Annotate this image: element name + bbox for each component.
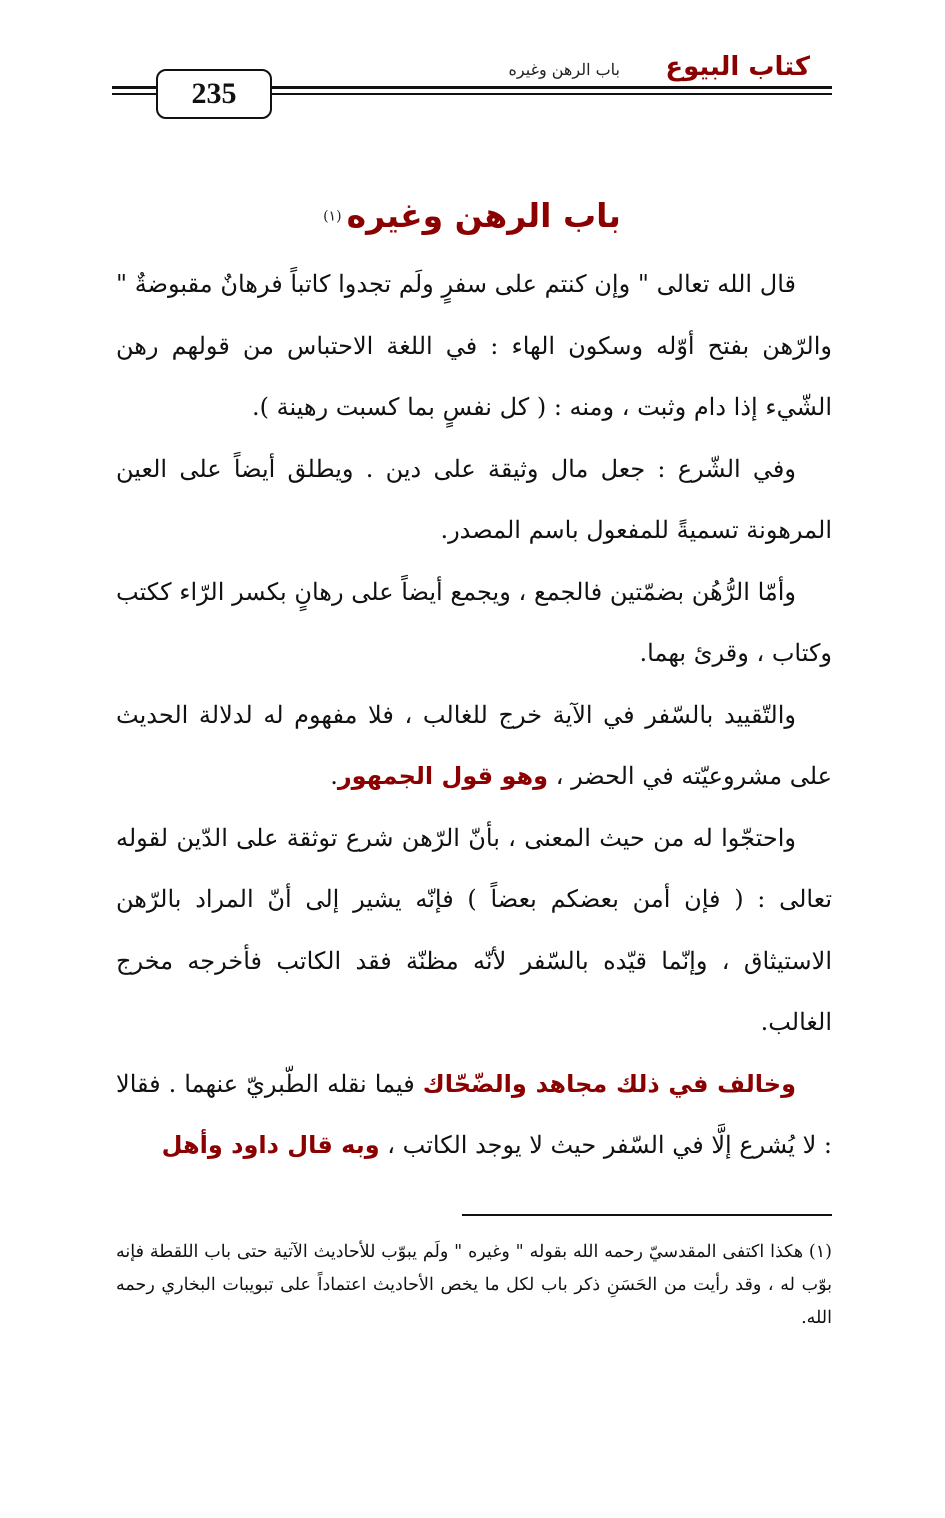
page-number: 235	[191, 77, 237, 110]
highlighted-phrase: وبه قال داود وأهل	[161, 1131, 380, 1159]
paragraph	[116, 1054, 832, 1177]
text-segment: والتّقييد بالسّفر في الآية خرج للغالب ، فلا مفهوم له لدلالة الحديث على مشروعيّته في الحضر ،	[116, 700, 832, 790]
paragraph	[116, 439, 832, 562]
footnote-text: (١) هكذا اكتفى المقدسيّ رحمه الله بقوله " وغيره " ولَم يبوّب للأحاديث الآتية حتى باب اللقطة فإنه بوّب له ، وقد رأيت من الحَسَنِ ذكر باب لكل ما يخص الأحاديث اعتماداً على تبويبات البخاري رحمه الله.	[116, 1242, 832, 1328]
page-number-box	[156, 69, 272, 119]
footnote-separator	[462, 1214, 832, 1216]
body-text	[116, 254, 832, 1177]
highlighted-phrase: وهو قول الجمهور	[337, 762, 549, 790]
text-segment: واحتجّوا له من حيث المعنى ، بأنّ الرّهن شرع توثقة على الدّين لقوله تعالى : ( فإن أمن بعضكم بعضاً ) فإنّه يشير إلى أنّ المراد بالرّهن الاستيثاق ، وإنّما قيّده بالسّفر لأنّه مظنّة فقد الكاتب فأخرجه مخرج الغالب.	[116, 823, 832, 1036]
text-segment: وأمّا الرُّهُن بضمّتين فالجمع ، ويجمع أيضاً على رهانٍ بكسر الرّاء ككتب وكتاب ، وقرئ بهما.	[116, 577, 832, 667]
paragraph	[116, 254, 832, 439]
chapter-title: باب الرهن وغيره	[346, 196, 621, 235]
footnote	[116, 1236, 832, 1335]
chapter-heading	[112, 196, 832, 235]
paragraph	[116, 685, 832, 808]
running-chapter-title: باب الرهن وغيره	[508, 60, 620, 79]
text-segment: وفي الشّرع : جعل مال وثيقة على دين . ويطلق أيضاً على العين المرهونة تسميةً للمفعول باسم المصدر.	[116, 454, 832, 544]
text-segment: فيما نقله الطّبريّ عنهما . فقالا : لا يُشرع إلَّا في السّفر حيث لا يوجد الكاتب ،	[116, 1069, 832, 1159]
text-segment: .	[330, 762, 338, 790]
page-header	[112, 48, 832, 123]
text-segment: قال الله تعالى " وإن كنتم على سفرٍ ولَم تجدوا كاتباً فرهانٌ مقبوضةٌ " والرّهن بفتح أوّله وسكون الهاء : في اللغة الاحتباس من قولهم رهن الشّيء إذا دام وثبت ، ومنه : ( كل نفسٍ بما كسبت رهينة ).	[116, 270, 832, 421]
paragraph	[116, 562, 832, 685]
book-title: كتاب البيوع	[665, 52, 810, 82]
paragraph	[116, 808, 832, 1054]
highlighted-phrase: وخالف في ذلك مجاهد والضّحّاك	[422, 1069, 796, 1098]
footnote-reference: (١)	[323, 208, 342, 225]
